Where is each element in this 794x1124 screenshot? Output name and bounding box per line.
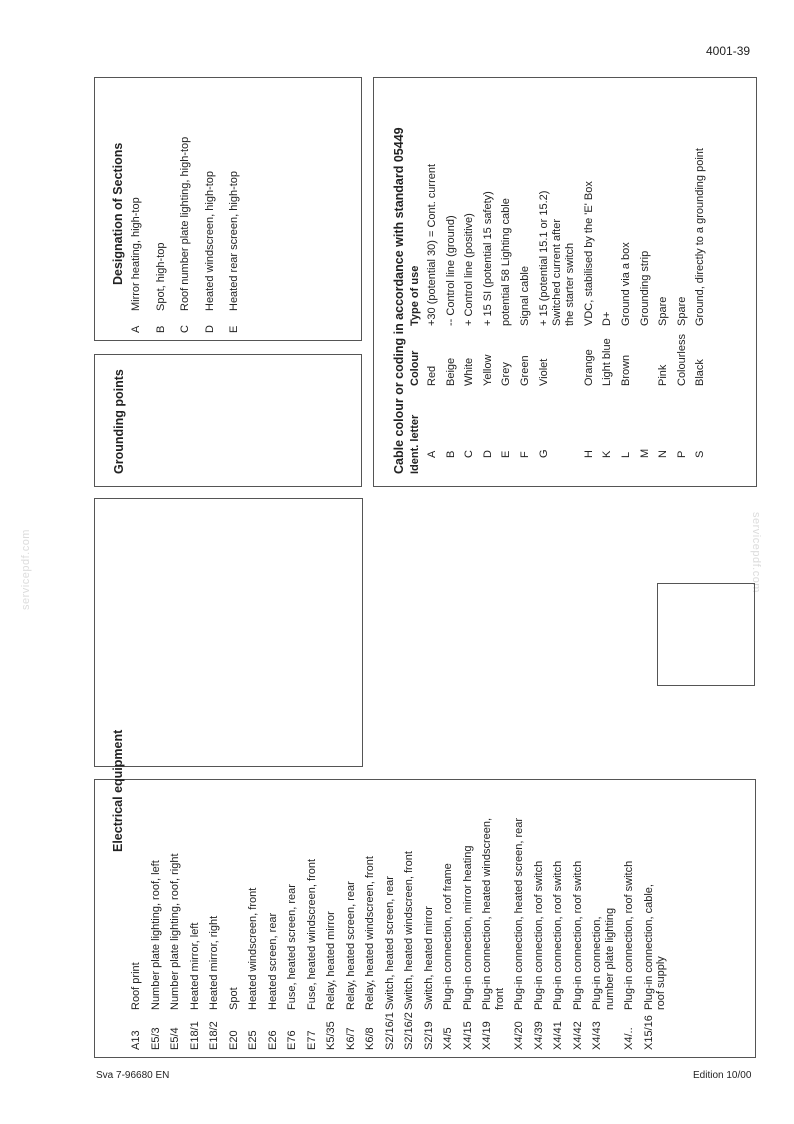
equipment-description: Plug-in connection, xyxy=(591,916,603,1010)
equipment-code: E5/4 xyxy=(169,1027,181,1050)
cable-ident-letter: N xyxy=(657,450,669,458)
equipment-code: E18/2 xyxy=(208,1021,220,1050)
page-number: 4001-39 xyxy=(706,44,751,58)
header-type-of-use: Type of use xyxy=(409,265,421,326)
cable-type-of-use: +30 (potential 30) = Cont. current xyxy=(426,163,438,326)
cable-colour-table xyxy=(392,74,752,474)
equipment-code: K5/35 xyxy=(325,1021,337,1050)
equipment-code: X4/5 xyxy=(442,1027,454,1050)
equipment-description: Heated windscreen, front xyxy=(247,887,259,1010)
cable-type-of-use: Switched current after xyxy=(550,219,563,326)
equipment-description: Plug-in connection, heated windscreen, xyxy=(481,817,493,1010)
equipment-code: X4/41 xyxy=(552,1021,564,1050)
cable-colour-name: White xyxy=(463,357,475,386)
cable-colour-name: Grey xyxy=(500,362,512,386)
equipment-description: Fuse, heated screen, rear xyxy=(286,884,298,1010)
footer-doc-code: Sva 7-96680 EN xyxy=(96,1070,170,1081)
equipment-code: S2/16/2 xyxy=(403,1012,415,1050)
designation-text: Roof number plate lighting, high-top xyxy=(179,136,191,311)
cable-type-of-use: Ground via a box xyxy=(619,242,632,326)
cable-colour-name: Light blue xyxy=(601,338,613,386)
cable-colour-name: Brown xyxy=(619,354,632,386)
designation-text: Heated windscreen, high-top xyxy=(203,170,216,311)
cable-type-of-use: Spare xyxy=(657,296,669,326)
cable-colour-name: Red xyxy=(426,365,438,386)
grounding-points xyxy=(108,356,138,476)
cable-type-of-use: D+ xyxy=(601,311,613,326)
cable-type-of-use: + Control line (positive) xyxy=(463,213,475,326)
equipment-description: Plug-in connection, roof switch xyxy=(571,860,584,1010)
cable-type-of-use: -- Control line (ground) xyxy=(444,215,457,326)
equipment-code: E26 xyxy=(266,1030,279,1050)
cable-ident-letter: L xyxy=(619,451,632,458)
cable-ident-letter: P xyxy=(675,450,688,458)
cable-colour-name: Green xyxy=(519,355,531,386)
equipment-code: E76 xyxy=(286,1030,298,1050)
electrical-equipment-title: Electrical equipment xyxy=(111,729,125,852)
cable-ident-letter: D xyxy=(481,450,494,458)
equipment-description: Plug-in connection, roof frame xyxy=(442,863,454,1010)
designation-of-sections xyxy=(108,73,258,333)
equipment-code: S2/19 xyxy=(422,1021,435,1050)
electrical-equipment xyxy=(111,729,761,1050)
equipment-code: X4/39 xyxy=(532,1021,545,1050)
equipment-description: Relay, heated screen, rear xyxy=(344,881,357,1010)
equipment-description: Heated screen, rear xyxy=(266,912,279,1010)
equipment-description: Plug-in connection, cable, xyxy=(642,884,655,1010)
header-ident-letter: Ident. letter xyxy=(409,414,421,474)
cable-ident-letter: B xyxy=(444,450,457,458)
equipment-code: E25 xyxy=(247,1030,259,1050)
equipment-description: Roof print xyxy=(130,962,142,1010)
cable-colour-name: Orange xyxy=(582,349,595,386)
equipment-description: Spot xyxy=(227,987,240,1010)
cable-ident-letter: S xyxy=(694,450,706,458)
cable-colour-name: Beige xyxy=(444,357,457,386)
diagram-area-box xyxy=(94,498,363,767)
equipment-description: Number plate lighting, roof, right xyxy=(169,853,181,1010)
equipment-code: X4/15 xyxy=(461,1021,474,1050)
grounding-points-title: Grounding points xyxy=(112,369,126,474)
equipment-code: E18/1 xyxy=(188,1021,201,1050)
equipment-code: E20 xyxy=(227,1030,240,1050)
equipment-code: S2/16/1 xyxy=(383,1012,396,1050)
equipment-description: Relay, heated windscreen, front xyxy=(364,856,376,1010)
cable-type-of-use: Spare xyxy=(675,296,688,326)
equipment-description: Heated mirror, left xyxy=(188,922,201,1010)
cable-type-of-use: + 15 SI (potential 15 safety) xyxy=(481,191,494,326)
equipment-code: K6/8 xyxy=(364,1027,376,1050)
equipment-description: Switch, heated screen, rear xyxy=(383,876,396,1010)
equipment-description: Switch, heated mirror xyxy=(422,906,435,1010)
equipment-description: Plug-in connection, roof switch xyxy=(623,860,635,1010)
equipment-description: Plug-in connection, roof switch xyxy=(532,860,545,1010)
equipment-code: A13 xyxy=(130,1030,142,1050)
cable-colour-name: Colourless xyxy=(675,334,688,386)
equipment-description: Fuse, heated windscreen, front xyxy=(305,858,318,1010)
equipment-code: X4/42 xyxy=(571,1021,584,1050)
equipment-description: front xyxy=(493,987,506,1010)
equipment-code: X4/20 xyxy=(513,1021,525,1050)
cable-type-of-use: Signal cable xyxy=(519,266,531,326)
equipment-description: Plug-in connection, mirror heating xyxy=(461,845,474,1010)
equipment-description: Number plate lighting, roof, left xyxy=(149,860,162,1010)
footer-edition: Edition 10/00 xyxy=(693,1070,752,1081)
cable-ident-letter: F xyxy=(519,451,531,458)
equipment-description: Heated mirror, right xyxy=(208,915,220,1010)
equipment-code: E5/3 xyxy=(149,1027,162,1050)
cable-ident-letter: M xyxy=(638,448,651,458)
cable-ident-letter: E xyxy=(500,450,512,458)
cable-type-of-use: Ground, directly to a grounding point xyxy=(694,148,706,326)
cable-ident-letter: K xyxy=(601,450,613,458)
equipment-description: Plug-in connection, roof switch xyxy=(552,860,564,1010)
watermark-left: servicepdf.com xyxy=(20,529,32,610)
designation-text: Heated rear screen, high-top xyxy=(228,170,240,311)
designation-text: Mirror heating, high-top xyxy=(130,197,142,311)
equipment-description: number plate lighting xyxy=(603,907,616,1010)
designation-title: Designation of Sections xyxy=(111,142,125,285)
header-colour: Colour xyxy=(409,350,421,386)
equipment-code: E77 xyxy=(305,1030,318,1050)
equipment-description: Switch, heated windscreen, front xyxy=(403,851,415,1010)
equipment-code: K6/7 xyxy=(344,1027,357,1050)
cable-ident-letter: C xyxy=(463,450,475,458)
equipment-code: X4/.. xyxy=(623,1027,635,1050)
equipment-code: X4/43 xyxy=(591,1021,603,1050)
cable-type-of-use: potential 58 Lighting cable xyxy=(500,198,512,326)
designation-text: Spot, high-top xyxy=(154,242,167,311)
cable-type-of-use: VDC, stabilised by the 'E' Box xyxy=(582,181,595,326)
designation-code: A xyxy=(130,325,142,333)
cable-colour-name: Black xyxy=(694,359,706,386)
cable-ident-letter: G xyxy=(537,449,550,458)
small-blank-box xyxy=(657,583,755,686)
equipment-code: X4/19 xyxy=(481,1021,493,1050)
designation-code: E xyxy=(228,325,240,333)
designation-code: C xyxy=(179,325,191,333)
designation-code: D xyxy=(203,325,216,333)
equipment-description: roof supply xyxy=(655,956,667,1010)
cable-type-of-use: the starter switch xyxy=(563,242,576,326)
equipment-code: X15/16 xyxy=(642,1015,655,1050)
watermark-right: servicepdf.com xyxy=(750,512,762,593)
equipment-description: Plug-in connection, heated screen, rear xyxy=(513,817,525,1010)
cable-ident-letter: A xyxy=(426,450,438,458)
equipment-description: Relay, heated mirror xyxy=(325,911,337,1010)
cable-colour-title: Cable colour or coding in accordance with standard 05449 xyxy=(392,127,406,474)
cable-colour-name: Yellow xyxy=(481,354,494,386)
cable-ident-letter: H xyxy=(582,450,595,458)
cable-colour-name: Pink xyxy=(657,364,669,386)
cable-type-of-use: Grounding strip xyxy=(638,250,651,326)
cable-colour-name: Violet xyxy=(537,358,550,386)
designation-code: B xyxy=(154,325,167,333)
cable-type-of-use: + 15 (potential 15.1 or 15.2) xyxy=(537,190,550,326)
